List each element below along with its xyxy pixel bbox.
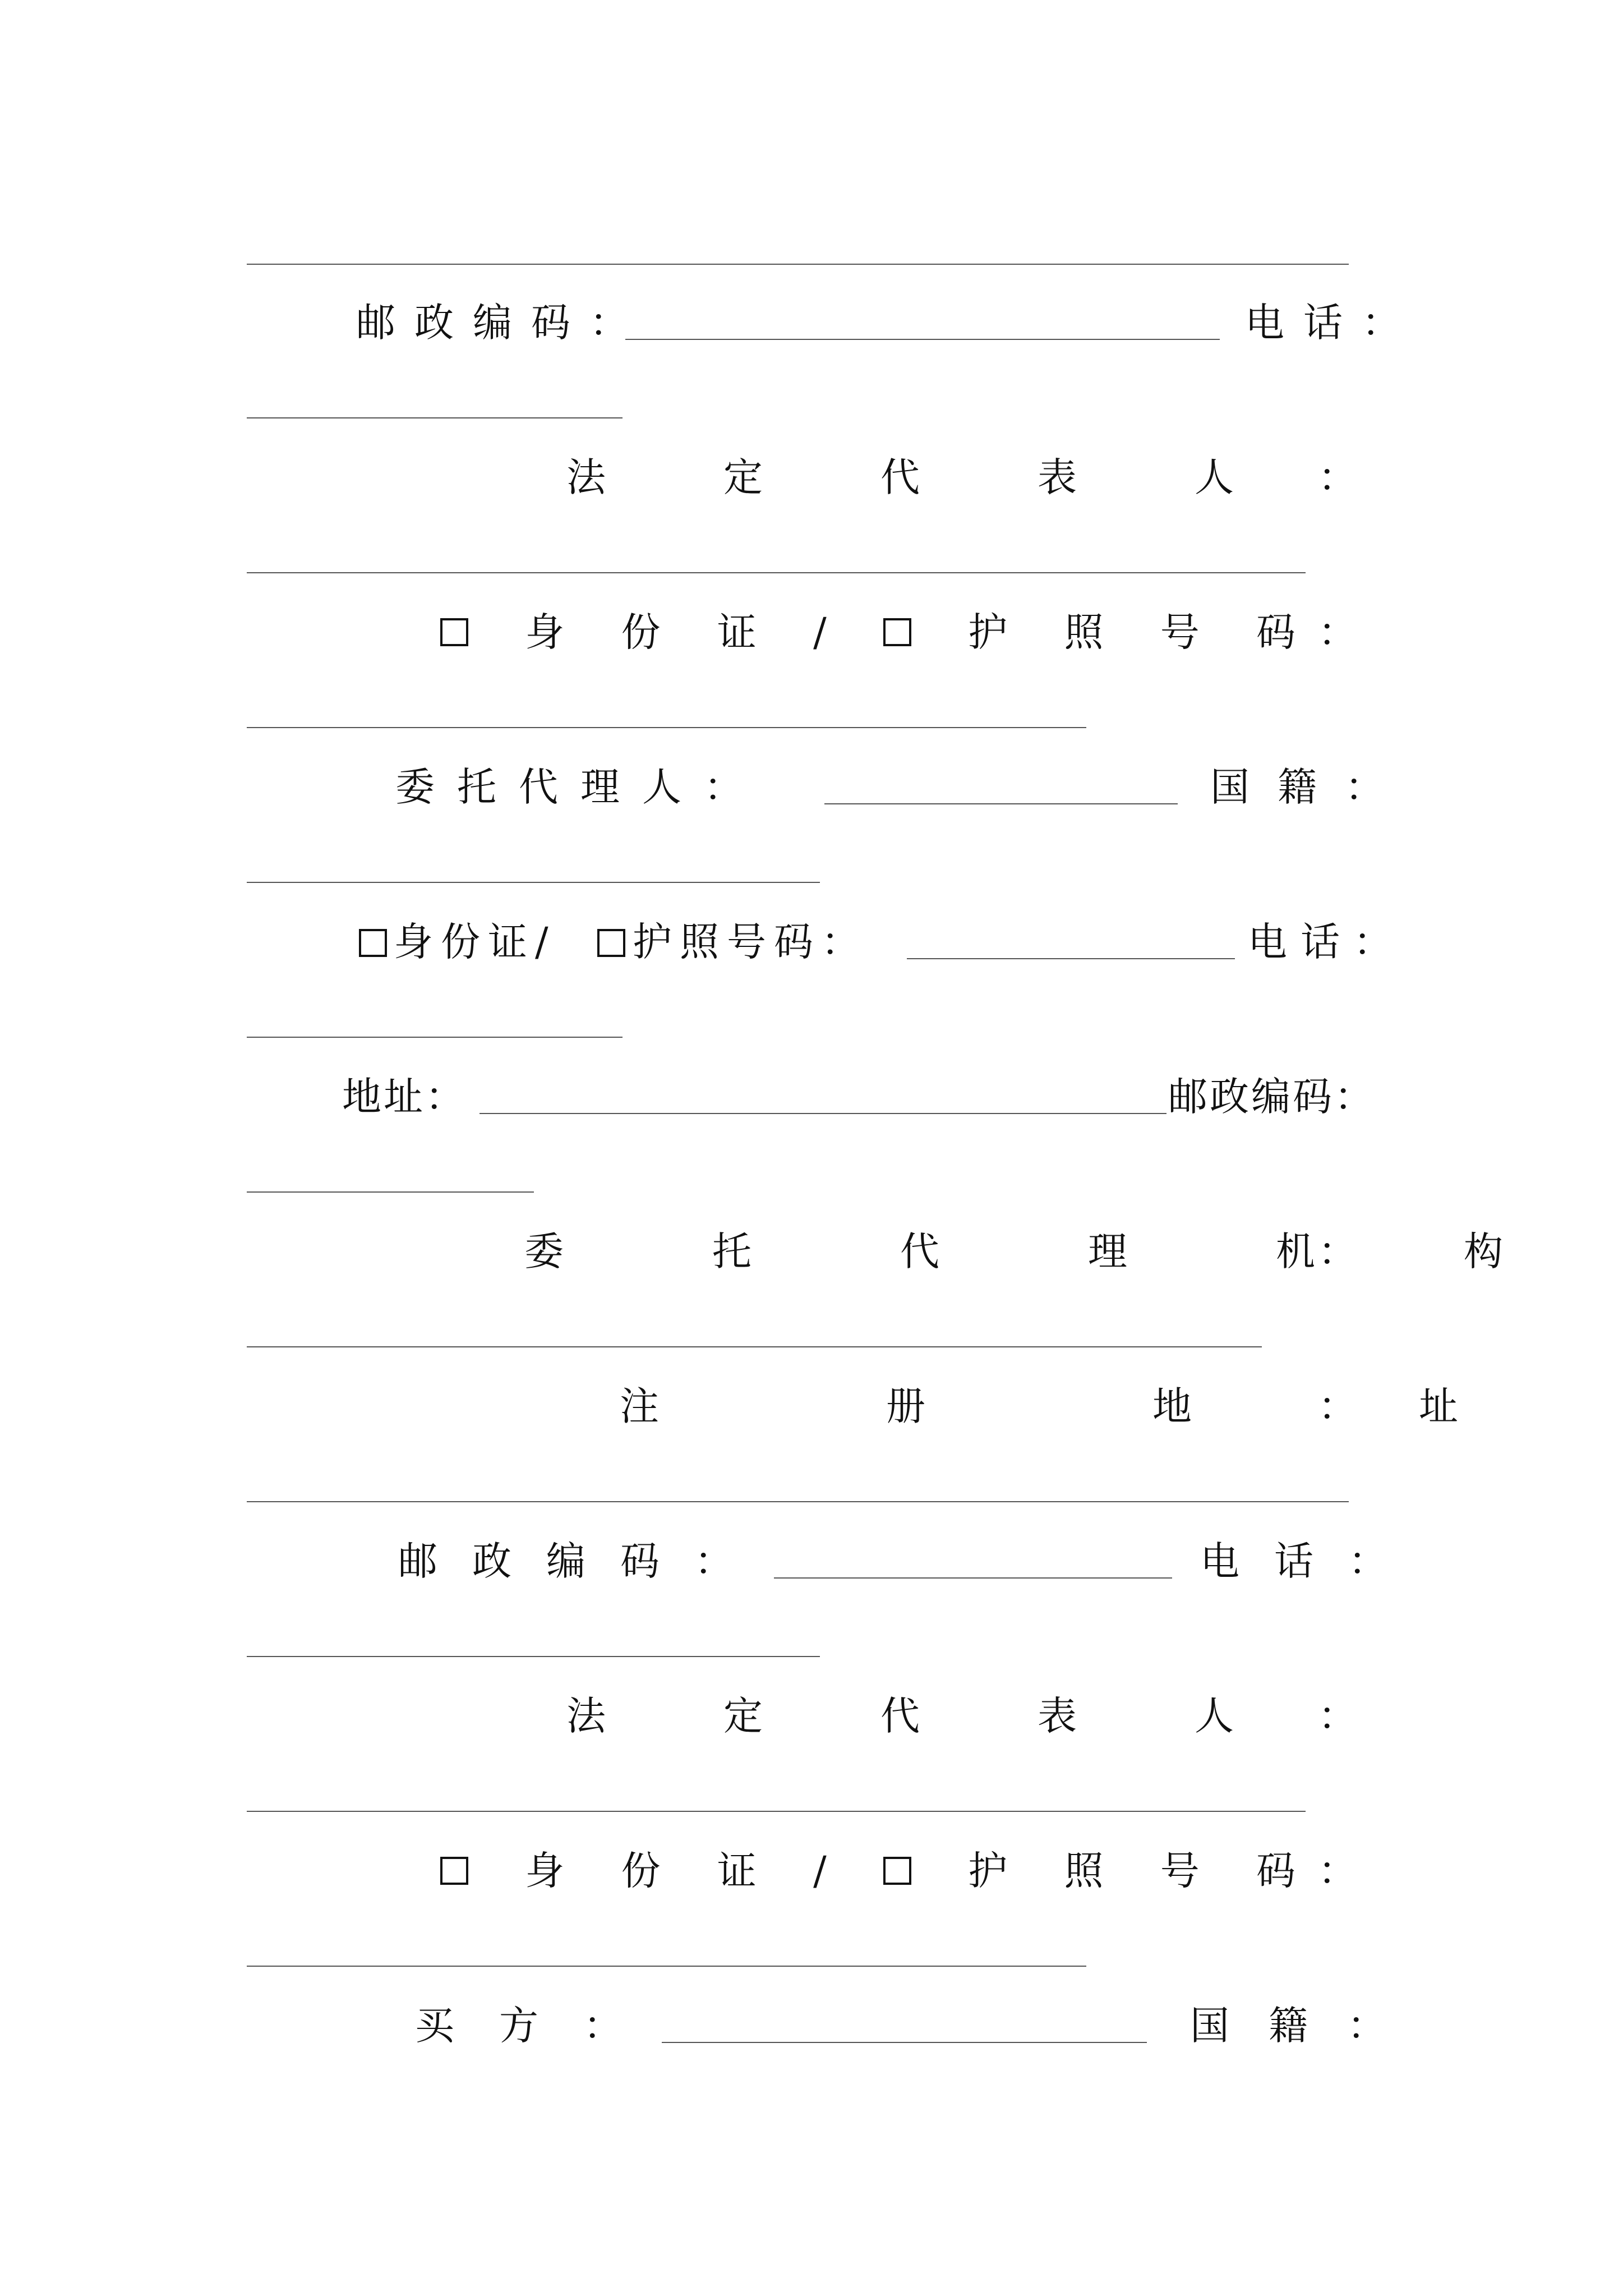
buyer-field[interactable] — [662, 2042, 1147, 2043]
colon: ： — [1318, 1693, 1357, 1739]
agent-phone-field[interactable] — [247, 1037, 623, 1038]
char: 份 — [621, 1848, 661, 1894]
char: 代 — [900, 1228, 939, 1274]
phone-label: 电话： — [1245, 300, 1420, 346]
legal-representative-field[interactable] — [247, 572, 1306, 573]
registered-address-field[interactable] — [247, 1501, 1349, 1502]
char: 理 — [1088, 1228, 1127, 1274]
postal-code-label: 邮政编码： — [356, 300, 648, 346]
postal-code-label: 邮政编码： — [398, 1538, 768, 1584]
char: 法 — [566, 1693, 606, 1739]
char: 身 — [525, 609, 565, 655]
char: 代 — [880, 1693, 920, 1739]
nationality-label: 国籍： — [1210, 764, 1412, 810]
postal-code-field[interactable] — [625, 339, 1220, 340]
char: 护 — [968, 1848, 1008, 1894]
char: 册 — [886, 1383, 925, 1429]
legal-representative-row — [247, 447, 1357, 508]
agent-id-field[interactable] — [907, 958, 1235, 959]
colon: ： — [1318, 454, 1357, 500]
address-postal-row — [247, 1066, 1376, 1128]
buyer-nationality-row — [247, 1995, 1426, 2056]
agent-label: 委托代理人： — [395, 764, 766, 810]
char: 址 — [1419, 1383, 1458, 1429]
char: 法 — [566, 454, 606, 500]
legal-representative-label — [566, 1685, 1234, 1747]
char: 注 — [620, 1383, 659, 1429]
postal-phone-row — [247, 292, 1420, 353]
char: 定 — [723, 454, 763, 500]
agent-field[interactable] — [824, 803, 1178, 804]
id-passport-row-2 — [247, 1840, 1357, 1902]
legal-representative-row-2 — [247, 1685, 1357, 1747]
passport-label: 护照号码： — [633, 919, 868, 965]
postal-phone-row-2 — [247, 1530, 1422, 1592]
phone-label: 电话： — [1248, 919, 1406, 965]
char: 表 — [1038, 1693, 1077, 1739]
char: 照 — [1064, 609, 1104, 655]
fill-line[interactable] — [247, 264, 1349, 265]
phone-field[interactable] — [247, 417, 623, 418]
id-passport-row — [247, 601, 1357, 663]
char: 委 — [524, 1228, 564, 1274]
char: 构 — [1464, 1228, 1503, 1274]
legal-representative-label — [566, 447, 1234, 508]
char: / — [813, 1848, 827, 1894]
char: 表 — [1038, 454, 1077, 500]
agent-nationality-row — [247, 756, 1412, 818]
nationality-label: 国籍： — [1190, 2003, 1426, 2049]
id-passport-field[interactable] — [247, 1966, 1086, 1967]
postal-code-field[interactable] — [774, 1577, 1172, 1579]
colon: ： — [1318, 1228, 1357, 1274]
char: 身 — [525, 1848, 565, 1894]
char: 号 — [1160, 609, 1200, 655]
legal-representative-field[interactable] — [247, 1811, 1306, 1812]
phone-label: 电话： — [1200, 1538, 1422, 1584]
char: 人 — [1195, 454, 1234, 500]
postal-code-label: 邮政编码： — [1168, 1074, 1376, 1120]
agency-row — [247, 1221, 1503, 1282]
nationality-field[interactable] — [247, 882, 820, 883]
passport-checkbox[interactable] — [883, 618, 911, 646]
agent-postal-field[interactable] — [247, 1191, 534, 1193]
id-passport-label — [440, 1840, 1295, 1902]
agent-id-phone-row — [247, 911, 1406, 973]
id-passport-field[interactable] — [247, 727, 1086, 728]
id-card-checkbox[interactable] — [440, 618, 468, 646]
char: 人 — [1195, 1693, 1234, 1739]
char: 份 — [621, 609, 661, 655]
buyer-label: 买方： — [415, 2003, 667, 2049]
char: 地 — [1152, 1383, 1192, 1429]
id-card-checkbox[interactable] — [359, 929, 387, 957]
char: 机 — [1276, 1228, 1315, 1274]
colon: ： — [1318, 609, 1357, 655]
char: 定 — [723, 1693, 763, 1739]
colon: ： — [1318, 1848, 1357, 1894]
registered-address-row — [247, 1375, 1458, 1437]
char: 代 — [880, 454, 920, 500]
id-passport-label — [440, 601, 1295, 663]
char: 号 — [1160, 1848, 1200, 1894]
char: / — [813, 609, 827, 655]
agency-field[interactable] — [247, 1346, 1262, 1347]
char: 护 — [968, 609, 1008, 655]
passport-checkbox[interactable] — [883, 1857, 911, 1885]
id-card-label: 身份证/ — [394, 919, 556, 965]
char: 证 — [717, 1848, 757, 1894]
char: 码 — [1256, 609, 1295, 655]
phone-field[interactable] — [247, 1656, 820, 1657]
colon: ： — [1318, 1383, 1357, 1429]
char: 证 — [717, 609, 757, 655]
id-card-checkbox[interactable] — [440, 1857, 468, 1885]
address-field[interactable] — [479, 1113, 1166, 1114]
passport-checkbox[interactable] — [597, 929, 625, 957]
address-label: 地址： — [342, 1074, 467, 1120]
char: 照 — [1064, 1848, 1104, 1894]
char: 托 — [712, 1228, 751, 1274]
char: 码 — [1256, 1848, 1295, 1894]
